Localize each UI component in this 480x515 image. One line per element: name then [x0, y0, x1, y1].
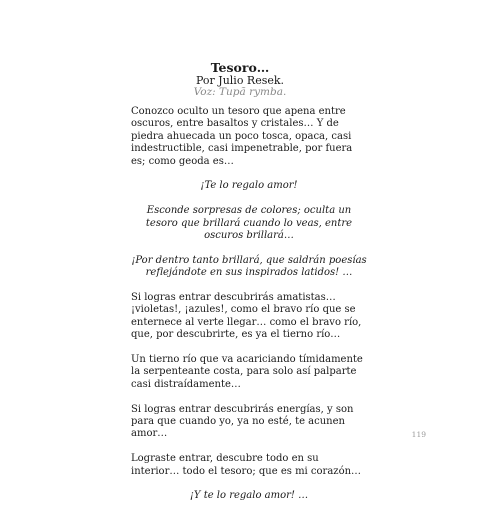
paragraph: Lograste entrar, descubre todo en su interior… todo el tesoro; que es mi corazón… [131, 453, 362, 477]
page-number: 119 [411, 430, 426, 439]
italic-stanza: Esconde sorpresas de colores; oculta un tesoro que brillará cuando lo veas, entre oscuros brillará… [145, 205, 353, 242]
paragraph: Conozco oculto un tesoro que apena entre oscuros, entre basaltos y cristales… Y de piedra ahuecada un poco tosca, opaca, casi indestructible, casi impenetrable, por fuera es; como geoda es… [131, 106, 353, 167]
poem-body [131, 106, 367, 515]
paragraph: Si logras entrar descubrirás energías, y son para que cuando yo, ya no esté, te acunen amor… [131, 403, 354, 440]
refrain-line: ¡Te lo regalo amor! [200, 180, 298, 192]
refrain-line: ¡Y te lo regalo amor! … [189, 490, 309, 502]
poem-voice: Voz: Tupã rymba. [193, 86, 287, 98]
poem-author: Por Julio Resek. [195, 74, 285, 87]
paragraph: Un tierno río que va acariciando tímidamente la serpenteante costa, para solo así palparte casi distraídamente… [131, 354, 363, 390]
poem-title: Tesoro… [210, 60, 270, 75]
paragraph: Si logras entrar descubrirás amatistas… ¡violetas!, ¡azules!, como el bravo río que se enternece al verte llegar… como el bravo río, que, por descubrirte, es ya el tierno río… [131, 292, 362, 341]
italic-stanza: ¡Por dentro tanto brillará, que saldrán poesías reflejándote en sus inspirados latidos! … [131, 254, 367, 279]
